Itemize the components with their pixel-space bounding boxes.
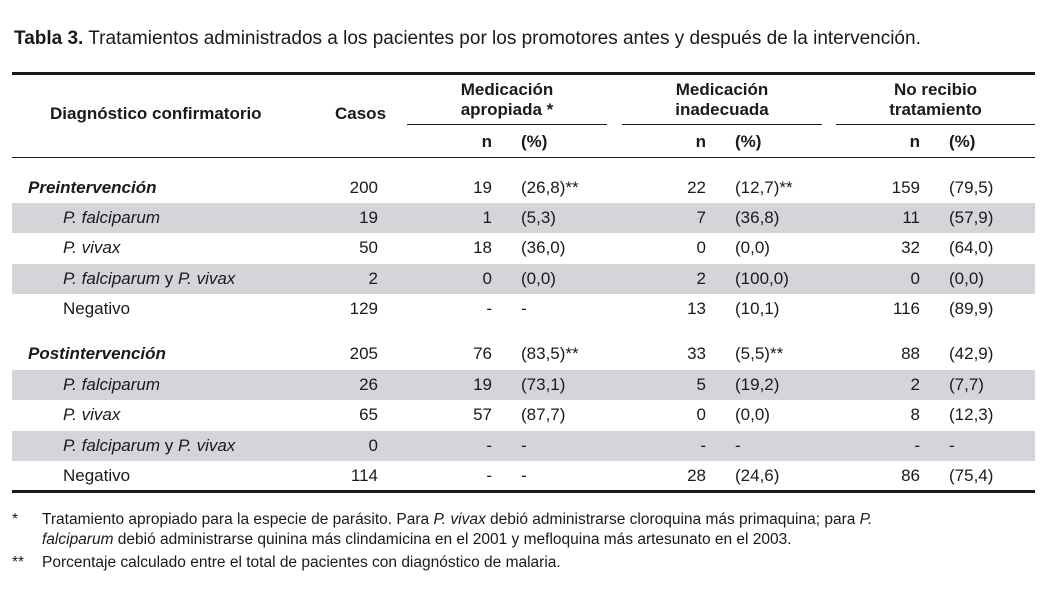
cell-pct: - [521, 436, 527, 455]
header-cases: Casos [335, 104, 387, 123]
cell-pct: (83,5)** [521, 344, 579, 363]
header-group-inadecuada [622, 80, 822, 120]
cell-pct: (0,0) [735, 405, 770, 424]
cell-n: 57 [473, 405, 492, 424]
cell-n: 32 [901, 238, 920, 257]
label-part: y [160, 269, 178, 288]
cell-cases: 26 [359, 375, 378, 394]
label-part: P. falciparum [63, 269, 161, 288]
cell-n: 7 [696, 208, 706, 227]
cell-pct: (100,0) [735, 269, 789, 288]
footnote-part: falciparum [42, 531, 114, 548]
cell-pct: (19,2) [735, 375, 780, 394]
cell-n: 13 [687, 299, 706, 318]
row-label-postintervencion: Postintervención [28, 344, 166, 363]
cell-n: 0 [482, 269, 492, 288]
cell-n: 88 [901, 344, 920, 363]
cell-pct: (0,0) [521, 269, 556, 288]
cell-pct: (12,3) [949, 405, 994, 424]
header-pct: (%) [949, 132, 976, 151]
label-part: y [160, 436, 178, 455]
cell-n: 86 [901, 466, 920, 485]
cell-n: 5 [696, 375, 706, 394]
cell-pct: (5,5)** [735, 344, 784, 363]
header-diagnosis: Diagnóstico confirmatorio [50, 104, 262, 123]
cell-n: 0 [696, 405, 706, 424]
cell-pct: (79,5) [949, 178, 994, 197]
cell-n: - [914, 436, 920, 455]
cell-cases: 65 [359, 405, 378, 424]
row-label [63, 269, 235, 289]
cell-cases: 19 [359, 208, 378, 227]
footnote-part: P. [859, 511, 873, 528]
cell-n: - [486, 299, 492, 318]
cell-n: 159 [891, 178, 920, 197]
cell-n: 19 [473, 178, 492, 197]
header-group-sin-tratamiento [836, 80, 1035, 120]
cell-cases: 50 [359, 238, 378, 257]
cell-n: 33 [687, 344, 706, 363]
cell-pct: (89,9) [949, 299, 994, 318]
cell-pct: (73,1) [521, 375, 566, 394]
header-group-apropiada [407, 80, 607, 120]
cell-pct: (12,7)** [735, 178, 793, 197]
cell-cases: 2 [368, 269, 378, 288]
cell-pct: - [521, 299, 527, 318]
caption-text: Tratamientos administrados a los pacientes por los promotores antes y después de la intervención. [88, 28, 921, 49]
footnote-mark: ** [12, 554, 25, 571]
group-line1: No recibio [893, 80, 978, 99]
caption-label: Tabla 3. [14, 28, 84, 49]
cell-cases: 205 [349, 344, 378, 363]
row-label: Negativo [63, 299, 131, 318]
cell-pct: - [949, 436, 955, 455]
row-label: P. vivax [63, 405, 121, 424]
cell-n: 0 [910, 269, 920, 288]
cell-n: - [486, 466, 492, 485]
cell-pct: - [521, 466, 527, 485]
group-rule-sin-tratamiento [836, 124, 1035, 125]
label-part: P. falciparum [63, 436, 161, 455]
cell-pct: (24,6) [735, 466, 780, 485]
header-pct: (%) [735, 132, 762, 151]
group-line2: inadecuada [675, 100, 769, 119]
cell-n: 28 [687, 466, 706, 485]
row-label [63, 436, 235, 456]
footnote-mark: * [12, 511, 19, 528]
cell-pct: (0,0) [949, 269, 984, 288]
group-line1: Medicación [460, 80, 554, 99]
cell-pct: (26,8)** [521, 178, 579, 197]
cell-n: 8 [910, 405, 920, 424]
cell-n: 2 [910, 375, 920, 394]
cell-pct: (42,9) [949, 344, 994, 363]
row-label: P. vivax [63, 238, 121, 257]
group-line2: tratamiento [889, 100, 982, 119]
header-n: n [909, 132, 920, 151]
cell-pct: (87,7) [521, 405, 566, 424]
cell-pct: (10,1) [735, 299, 780, 318]
cell-pct: (36,8) [735, 208, 780, 227]
cell-n: 116 [892, 299, 920, 318]
row-label: Negativo [63, 466, 131, 485]
footnote-part: P. vivax [433, 511, 486, 528]
footnote-line [42, 510, 1037, 530]
bottom-rule [12, 490, 1035, 493]
cell-pct: (0,0) [735, 238, 770, 257]
footnote-part: debió administrarse quinina más clindamicina en el 2001 y mefloquina más artesunato en el 2003. [113, 531, 792, 548]
row-label: P. falciparum [63, 375, 161, 394]
row-label-preintervencion: Preintervención [28, 178, 157, 197]
cell-n: 22 [687, 178, 706, 197]
cell-n: 2 [696, 269, 706, 288]
cell-pct: (36,0) [521, 238, 566, 257]
label-part: P. vivax [177, 436, 236, 455]
cell-n: 0 [696, 238, 706, 257]
cell-pct: - [735, 436, 741, 455]
cell-pct: (5,3) [521, 208, 556, 227]
header-n: n [695, 132, 706, 151]
header-pct: (%) [521, 132, 548, 151]
cell-n: - [700, 436, 706, 455]
footnote-part: Tratamiento apropiado para la especie de parásito. Para [42, 511, 434, 528]
footnote-text [42, 510, 1037, 550]
footnote-part: debió administrarse cloroquina más primaquina; para [485, 511, 860, 528]
cell-n: - [486, 436, 492, 455]
cell-cases: 200 [349, 178, 378, 197]
cell-n: 11 [902, 208, 920, 227]
footnote-text: Porcentaje calculado entre el total de pacientes con diagnóstico de malaria. [42, 554, 561, 571]
header-n: n [481, 132, 492, 151]
footnote-line [42, 530, 1037, 550]
row-label: P. falciparum [63, 208, 161, 227]
group-line1: Medicación [675, 80, 769, 99]
cell-n: 76 [473, 344, 492, 363]
cell-n: 18 [473, 238, 492, 257]
cell-pct: (75,4) [949, 466, 994, 485]
cell-pct: (64,0) [949, 238, 994, 257]
cell-cases: 114 [350, 466, 378, 485]
label-part: P. vivax [177, 269, 236, 288]
cell-n: 1 [482, 208, 492, 227]
cell-cases: 129 [349, 299, 378, 318]
header-rule [12, 157, 1035, 158]
cell-cases: 0 [368, 436, 378, 455]
cell-n: 19 [473, 375, 492, 394]
cell-pct: (7,7) [949, 375, 984, 394]
group-line2: apropiada * [460, 100, 554, 119]
cell-pct: (57,9) [949, 208, 994, 227]
table-caption [14, 28, 921, 50]
group-rule-apropiada [407, 124, 607, 125]
group-rule-inadecuada [622, 124, 822, 125]
top-rule [12, 72, 1035, 75]
